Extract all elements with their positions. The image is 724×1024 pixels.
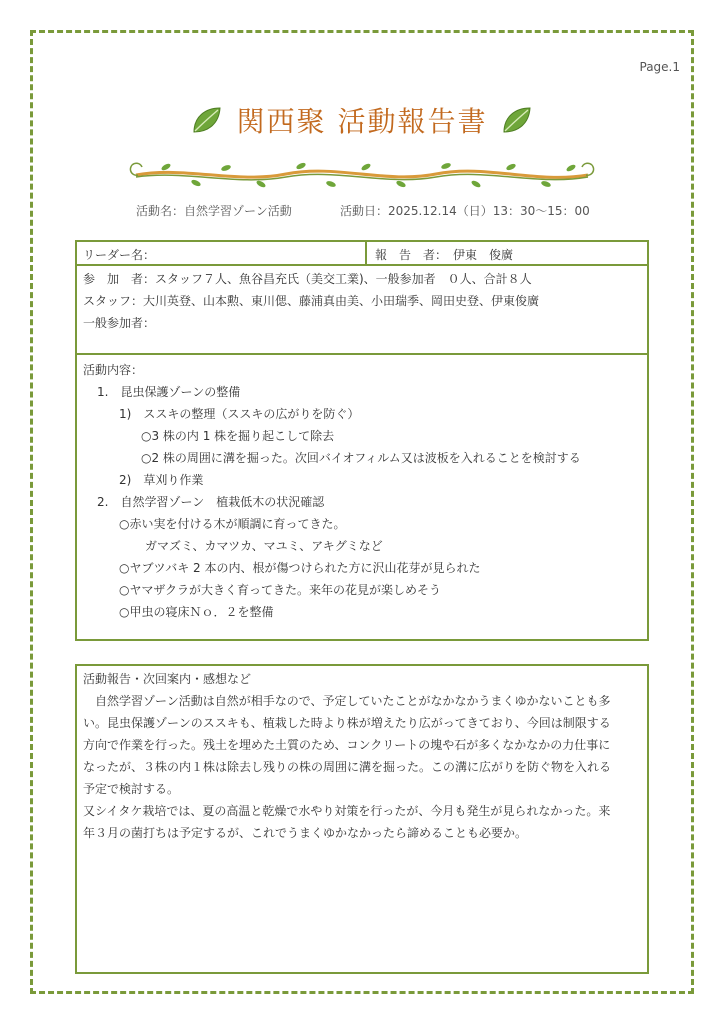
- page-title: 関西聚 活動報告書: [236, 105, 488, 138]
- leaf-icon: [191, 105, 223, 135]
- report-line: 方向で作業を行った。残土を埋めた土質のため、コンクリートの塊や石が多くなかなかの力仕事に: [83, 738, 611, 752]
- list-item: 1) ススキの整理（ススキの広がりを防ぐ）: [119, 407, 360, 421]
- report-line: 又シイタケ栽培では、夏の高温と乾燥で水やり対策を行ったが、今月も発生が見られなかった。来: [83, 804, 611, 818]
- reporter-label: 報 告 者： 伊東 俊廣: [375, 248, 514, 262]
- list-item: ○ヤマザクラが大きく育ってきた。来年の花見が楽しめそう: [119, 583, 441, 597]
- report-line: 予定で検討する。: [83, 782, 180, 796]
- leaf-icon: [501, 105, 533, 135]
- report-line: い。昆虫保護ゾーンのススキも、植栽した時より株が増えたり広がってきており、今回は制限する: [83, 716, 611, 730]
- activity-content-heading: 活動内容：: [83, 363, 144, 377]
- activity-date: 活動日：2025.12.14（日）13：30〜15：00: [340, 204, 590, 218]
- participants-line: 参 加 者：スタッフ７人、魚谷昌充氏（美交工業)、一般参加者 ０人、合計８人: [83, 272, 532, 286]
- report-line: 自然学習ゾーン活動は自然が相手なので、予定していたことがなかなかうまくゆかないことも多: [83, 694, 611, 708]
- header-row: [75, 240, 649, 266]
- staff-line: スタッフ：大川英登、山本勲、東川偲、藤浦真由美、小田瑞季、岡田史登、伊東俊廣: [83, 294, 540, 308]
- header-divider: [365, 242, 367, 264]
- activity-name: 活動名：自然学習ゾーン活動: [136, 204, 292, 218]
- title-area: [0, 98, 724, 142]
- general-participants-line: 一般参加者：: [83, 316, 156, 330]
- list-item: ○甲虫の寝床Ｎｏ．２を整備: [119, 605, 274, 619]
- list-item: ○3 株の内 1 株を掘り起こして除去: [141, 429, 335, 443]
- leader-label: リーダー名：: [83, 248, 156, 262]
- list-item: 2) 草刈り作業: [119, 473, 204, 487]
- list-item: ガマズミ、カマツカ、マユミ、アキグミなど: [145, 539, 383, 553]
- list-item: ○2 株の周囲に溝を掘った。次回バイオフィルム又は波板を入れることを検討する: [141, 451, 581, 465]
- participants-box: [75, 264, 649, 355]
- list-item: 1. 昆虫保護ゾーンの整備: [97, 385, 241, 399]
- list-item: 2. 自然学習ゾーン 植栽低木の状況確認: [97, 495, 325, 509]
- report-line: なったが、３株の内１株は除去し残りの株の周囲に溝を掘った。この溝に広がりを防ぐ物を入れる: [83, 760, 612, 774]
- vine-decoration-icon: [126, 158, 598, 192]
- list-item: ○ヤブツバキ 2 本の内、根が傷つけられた方に沢山花芽が見られた: [119, 561, 481, 575]
- page-number: Page.1: [639, 60, 680, 74]
- list-item: ○赤い実を付ける木が順調に育ってきた。: [119, 517, 346, 531]
- report-heading: 活動報告・次回案内・感想など: [83, 672, 252, 686]
- activity-content-box: [75, 353, 649, 641]
- report-line: 年３月の菌打ちは予定するが、これでうまくゆかなかったら諦めることも必要か。: [83, 826, 528, 840]
- report-box: [75, 664, 649, 974]
